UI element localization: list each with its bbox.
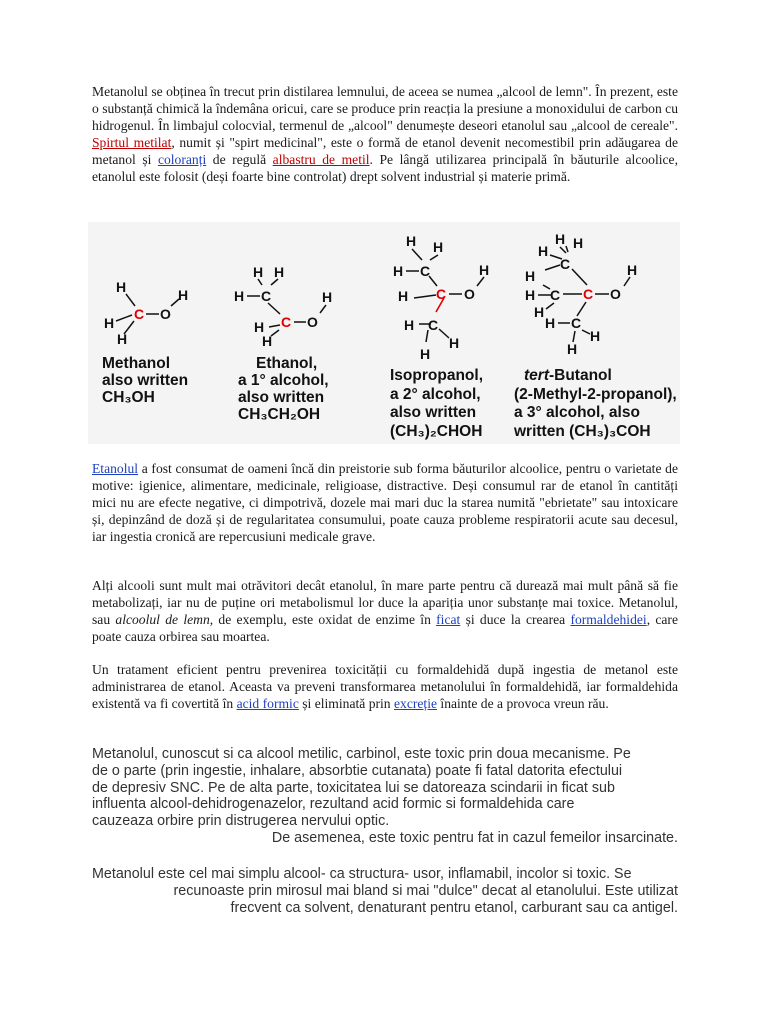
svg-text:H: H [590, 328, 601, 344]
svg-text:H: H [254, 319, 265, 335]
methanol-structure [104, 279, 188, 347]
svg-text:C: C [261, 288, 272, 304]
svg-text:(2-Methyl-2-propanol),: (2-Methyl-2-propanol), [514, 386, 677, 403]
svg-text:H: H [525, 287, 536, 303]
svg-text:a 1° alcohol,: a 1° alcohol, [238, 372, 329, 389]
svg-text:O: O [610, 286, 621, 302]
svg-text:H: H [573, 235, 584, 251]
link-coloranti[interactable]: coloranți [157, 151, 207, 167]
tert-butanol-structure [525, 231, 637, 357]
svg-text:H: H [406, 233, 417, 249]
svg-text:H: H [178, 287, 189, 303]
svg-text:H: H [567, 341, 578, 357]
link-spirtul-metilat[interactable]: Spirtul metilat [92, 134, 172, 150]
svg-text:C: C [550, 287, 561, 303]
link-albastru-de-metil[interactable]: albastru de metil [272, 151, 370, 167]
svg-text:H: H [117, 331, 128, 347]
svg-text:C: C [560, 256, 571, 272]
svg-text:C: C [571, 315, 582, 331]
svg-text:also written: also written [102, 372, 189, 389]
svg-text:H: H [404, 317, 415, 333]
svg-text:Isopropanol,: Isopropanol, [390, 367, 483, 384]
methanol-mechanism-paragraph: Metanolul, cunoscut si ca alcool metilic, carbinol, este toxic prin doua mecanisme. Pe de o parte (prin ingestie, inhalare, absorbtie cutanata) poate fi fatal datorita efectului de depresiv SNC. Pe de alta parte, toxicitatea lui se datoreaza scindarii in ficat sub influenta alcool-dehidrogenazelor, rezultand acid formic si formaldehida care cauzeaza orbire prin distrugerea nervului optic. De asemenea, este toxic pentru fat in cazul femeilor insarcinate. [92, 746, 678, 846]
svg-text:(CH₃)₂CHOH: (CH₃)₂CHOH [390, 423, 483, 440]
svg-text:H: H [545, 315, 556, 331]
svg-text:H: H [116, 279, 127, 295]
svg-text:H: H [104, 315, 115, 331]
svg-text:H: H [274, 264, 285, 280]
svg-text:also written: also written [238, 389, 325, 406]
svg-text:C: C [436, 286, 447, 302]
link-etanolul[interactable]: Etanolul [92, 461, 139, 476]
svg-text:C: C [420, 263, 431, 279]
svg-text:H: H [433, 239, 444, 255]
svg-text:H: H [253, 264, 264, 280]
svg-text:H: H [555, 231, 566, 247]
svg-text:tert-Butanol: tert-Butanol [524, 367, 612, 384]
svg-text:H: H [449, 335, 460, 351]
svg-text:O: O [464, 286, 475, 302]
isopropanol-structure [393, 233, 489, 362]
svg-text:H: H [525, 268, 536, 284]
intro-paragraph: Metanolul se obținea în trecut prin distilarea lemnului, de aceea se numea „alcool de lemn". În prezent, este o substanță chimică la îndemâna oricui, care se produce prin reacția la presiune a monoxidului de carbon cu hidrogenul. În limbajul colocvial, termenul de „alcool" denumește deseori etanolul sau „alcool de cereale". Spirtul metilat, numit și "spirt medicinal", este o formă de etanol devenit necomestibil prin adăugarea de metanol și coloranți de regulă albastru de metil. Pe lângă utilizarea principală în băuturile alcoolice, etanolul este folosit (deși foarte bine controlat) drept solvent industrial și materie primă. [92, 84, 678, 184]
treatment-paragraph: Un tratament eficient pentru prevenirea toxicității cu formaldehidă după ingestia de metanol este administrarea de etanol. Aceasta va preveni transformarea metanolului în formaldehidă, iar formaldehida existentă va fi covertită în acid formic și eliminată prin excreție înainte de a provoca vreun rău. [92, 662, 678, 711]
svg-text:H: H [479, 262, 490, 278]
svg-text:H: H [538, 243, 549, 259]
svg-text:C: C [428, 317, 439, 333]
svg-text:H: H [322, 289, 333, 305]
alcohol-structures-figure [88, 222, 680, 444]
ethanol-paragraph: Etanolul a fost consumat de oameni încă din preistorie sub forma băuturilor alcoolice, pentru o varietate de motive: igienice, alimentare, medicinale, religioase, distractive. Deși consumul rar de etanol în cantități mici nu are efecte negative, ci dimpotrivă, dozele mai mari duc la starea numită "ebrietate" sau intoxicare și, depinzând de doză și de regularitatea consumului, poate cauza probleme respiratorii acute sau decesul, iar ingestia cronică are repercusiuni medicale grave. [92, 461, 678, 544]
svg-text:a 2° alcohol,: a 2° alcohol, [390, 386, 481, 403]
svg-text:a 3° alcohol, also: a 3° alcohol, also [514, 404, 640, 421]
svg-text:H: H [534, 304, 545, 320]
svg-text:CH₃OH: CH₃OH [102, 389, 155, 406]
svg-text:C: C [134, 306, 145, 322]
svg-text:O: O [307, 314, 318, 330]
svg-text:O: O [160, 306, 171, 322]
svg-text:Methanol: Methanol [102, 355, 171, 372]
link-ficat[interactable]: ficat [436, 611, 461, 627]
svg-text:H: H [398, 288, 409, 304]
ethanol-structure [234, 264, 332, 349]
svg-text:Ethanol,: Ethanol, [256, 355, 318, 372]
svg-text:also written: also written [390, 404, 477, 421]
svg-text:written (CH₃)₃COH: written (CH₃)₃COH [514, 423, 651, 440]
link-formaldehidei[interactable]: formaldehidei [570, 611, 647, 627]
methanol-summary-paragraph: Metanolul este cel mai simplu alcool- ca structura- usor, inflamabil, incolor si toxic. Se recunoaste prin mirosul mai bland si mai "dulce" decat al etanolului. Este utilizat frecvent ca solvent, denaturant pentru etanol, carburant sau ca antigel. [92, 866, 678, 916]
svg-text:H: H [262, 333, 273, 349]
link-acid-formic[interactable]: acid formic [236, 695, 299, 711]
svg-text:H: H [627, 262, 638, 278]
svg-text:H: H [234, 288, 245, 304]
svg-text:CH₃CH₂OH: CH₃CH₂OH [238, 406, 321, 423]
svg-text:C: C [583, 286, 594, 302]
svg-text:H: H [420, 346, 431, 362]
link-excretie[interactable]: excreție [394, 695, 438, 711]
svg-text:H: H [393, 263, 404, 279]
toxicity-paragraph: Alți alcooli sunt mult mai otrăvitori decât etanolul, în mare parte pentru că durează mai mult până să fie metabolizați, iar nu de puține ori metabolismul lor duce la apariția unor substanțe mai toxice. Metanolul, sau alcoolul de lemn, de exemplu, este oxidat de enzime în ficat și duce la crearea formaldehidei, care poate cauza orbirea sau moartea. [92, 578, 678, 644]
svg-text:C: C [281, 314, 292, 330]
